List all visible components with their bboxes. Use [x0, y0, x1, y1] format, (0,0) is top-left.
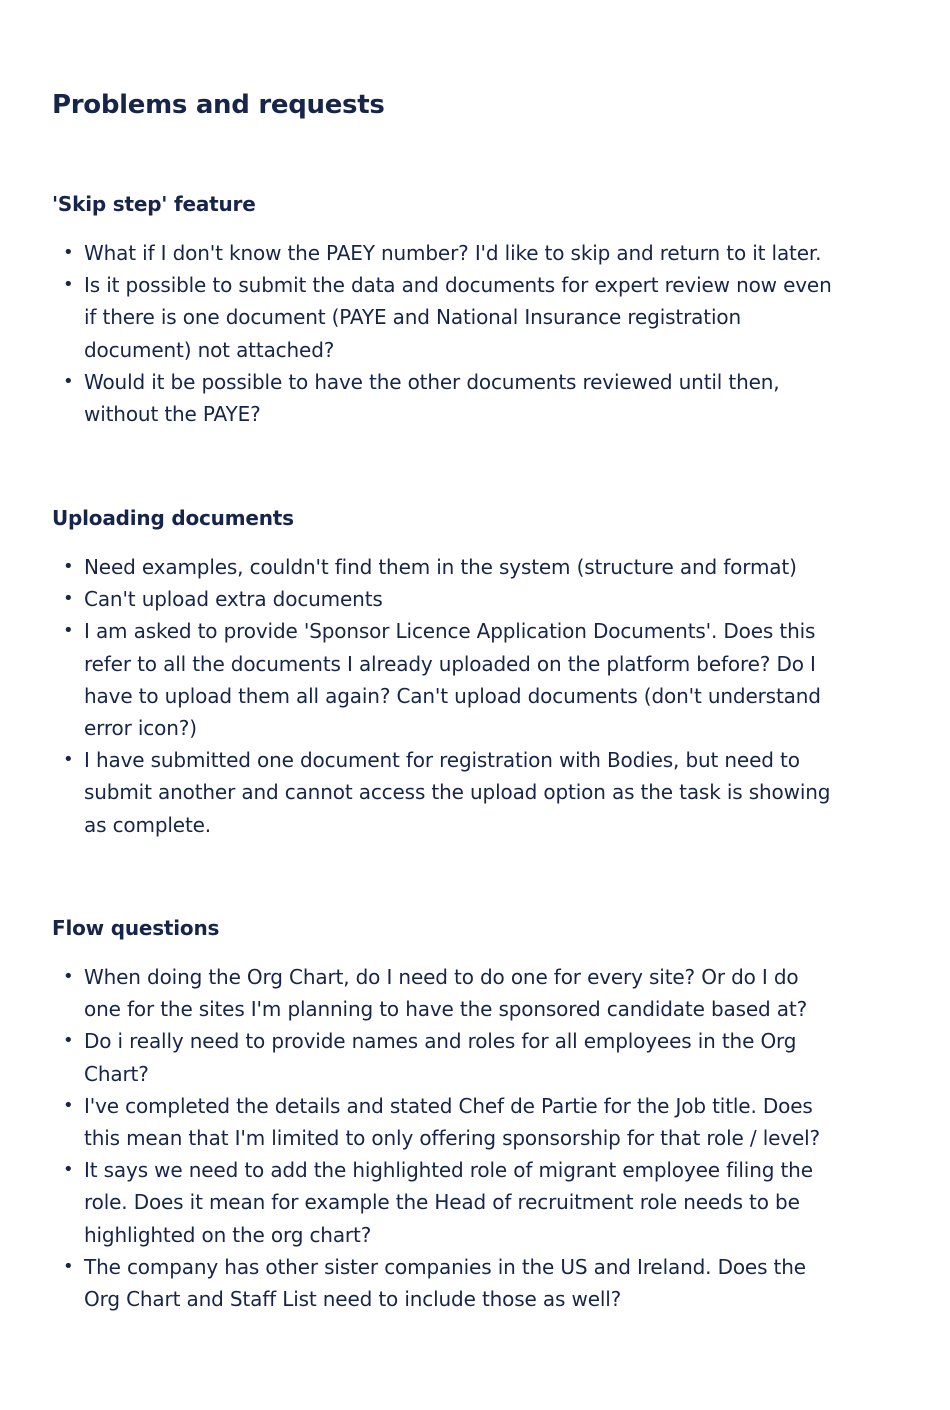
list-item: • What if I don't know the PAEY number? I'd like to skip and return to it later.: [52, 237, 832, 269]
list-item: • Do i really need to provide names and roles for all employees in the Org Chart?: [52, 1025, 832, 1089]
list-item: • Can't upload extra documents: [52, 583, 832, 615]
bullet-list: [52, 551, 832, 841]
list-item: • I've completed the details and stated Chef de Partie for the Job title. Does this mean that I'm limited to only offering sponsorship for that role / level?: [52, 1090, 832, 1154]
bullet-list: [52, 237, 832, 430]
list-item: • Is it possible to submit the data and documents for expert review now even if there is one document (PAYE and National Insurance registration document) not attached?: [52, 269, 832, 366]
list-item: • When doing the Org Chart, do I need to do one for every site? Or do I do one for the sites I'm planning to have the sponsored candidate based at?: [52, 961, 832, 1025]
list-item: • It says we need to add the highlighted role of migrant employee filing the role. Does it mean for example the Head of recruitment role needs to be highlighted on the org chart?: [52, 1154, 832, 1251]
bullet-list: [52, 961, 832, 1315]
list-item: • I have submitted one document for registration with Bodies, but need to submit another and cannot access the upload option as the task is showing as complete.: [52, 744, 832, 841]
section-flow-questions: [52, 916, 832, 1315]
section-heading: Flow questions: [52, 916, 220, 940]
page-title: Problems and requests: [52, 90, 385, 120]
section-heading: Uploading documents: [52, 506, 294, 530]
list-item: • I am asked to provide 'Sponsor Licence Application Documents'. Does this refer to all the documents I already uploaded on the platform before? Do I have to upload them all again? Can't upload documents (don't understand error icon?): [52, 615, 832, 744]
list-item: • Need examples, couldn't find them in the system (structure and format): [52, 551, 832, 583]
list-item: • The company has other sister companies in the US and Ireland. Does the Org Chart and Staff List need to include those as well?: [52, 1251, 832, 1315]
section-uploading-documents: [52, 506, 832, 841]
section-skip-step-feature: [52, 192, 832, 430]
list-item: • Would it be possible to have the other documents reviewed until then, without the PAYE?: [52, 366, 832, 430]
section-heading: 'Skip step' feature: [52, 192, 256, 216]
